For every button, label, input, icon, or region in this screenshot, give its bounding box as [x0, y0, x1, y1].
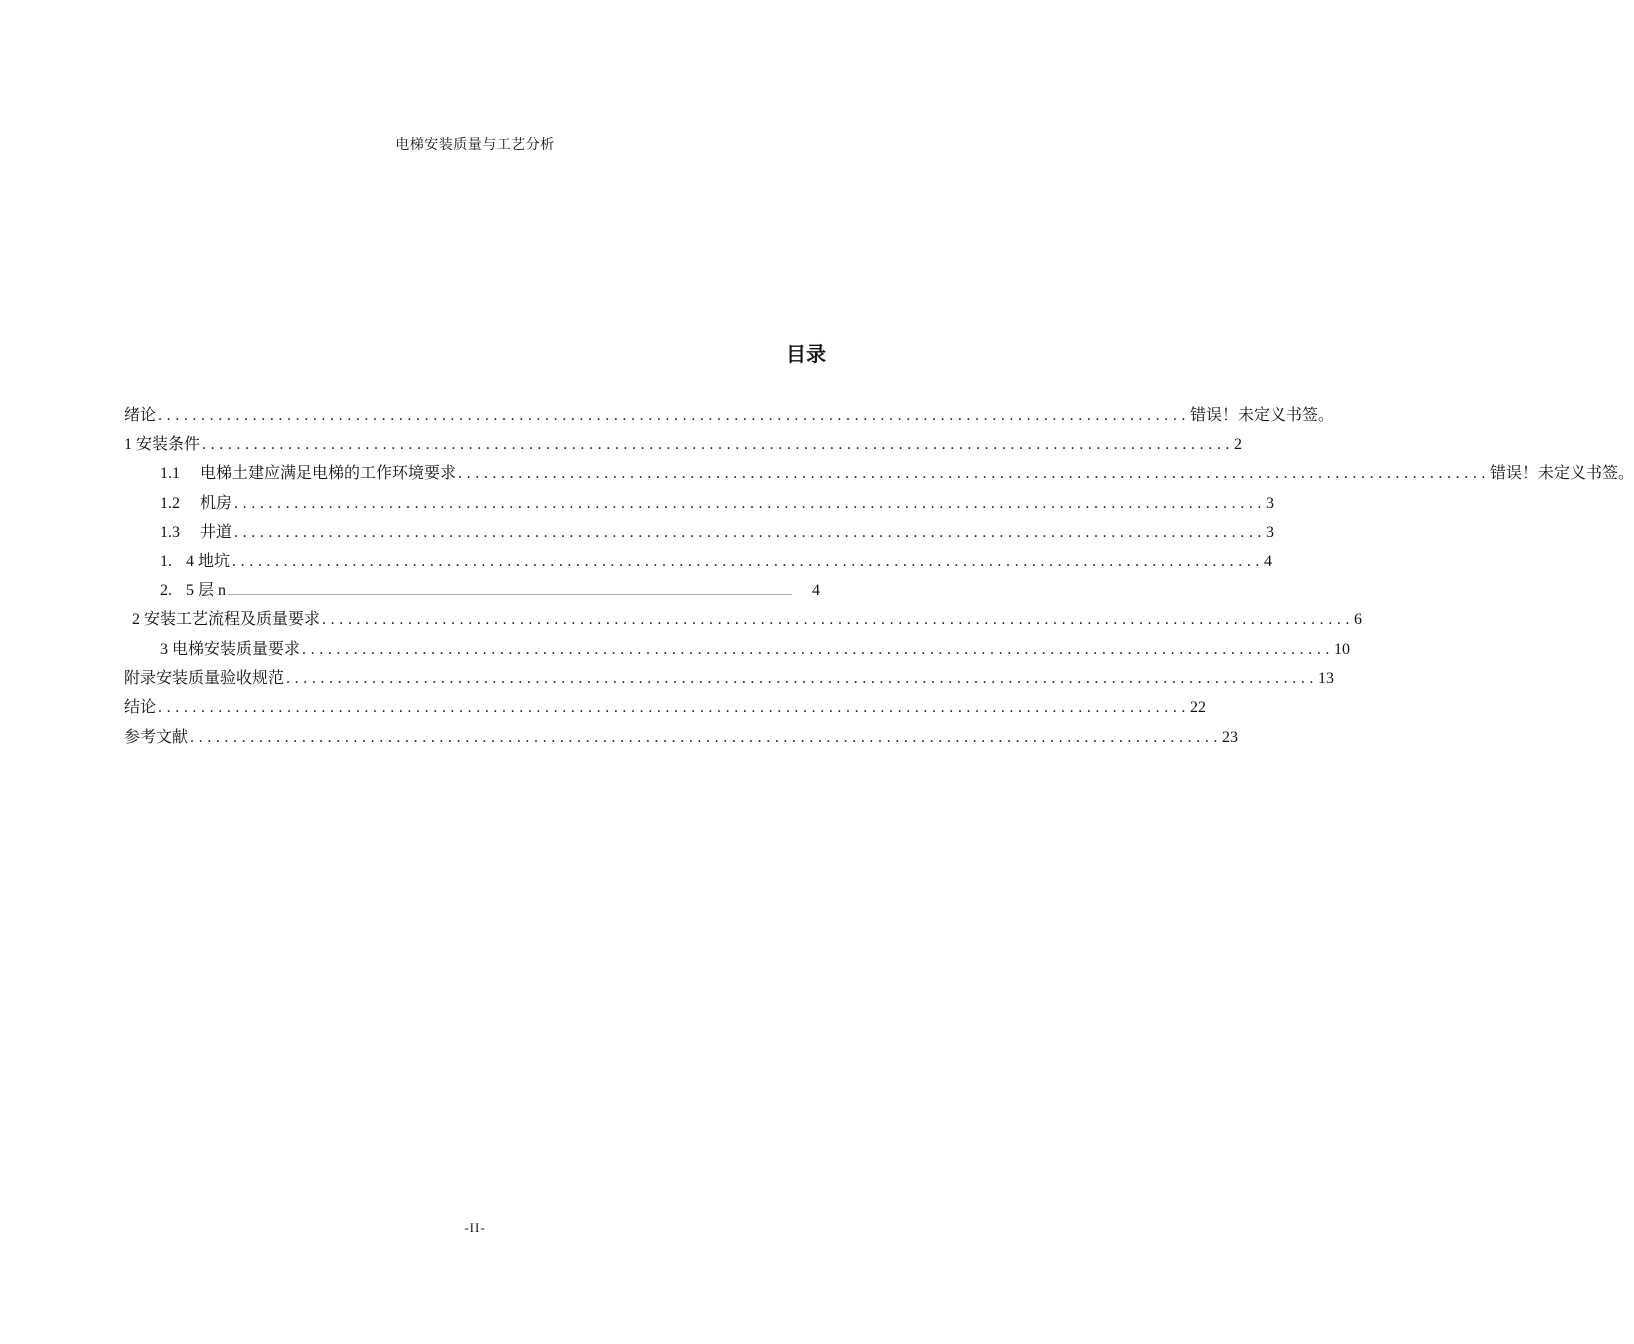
toc-entry[interactable]: [132, 606, 1363, 630]
toc-leader-dots: ........................................................................................................................: [322, 611, 1355, 628]
toc-entry[interactable]: [160, 577, 820, 601]
toc-entry-number: 1.1: [160, 465, 180, 482]
toc-entry-number: 1.: [160, 553, 172, 570]
toc-entry-page: 错误！未定义书签。: [1490, 465, 1634, 482]
toc-entry[interactable]: [124, 724, 1239, 748]
toc-entry-page: 2: [1234, 436, 1243, 453]
page-number: -II-: [464, 1220, 486, 1235]
toc-entry-page: 23: [1222, 729, 1239, 746]
toc-leader-dots: ........................................................................................................................: [190, 729, 1223, 746]
toc-entry-page: 错误！未定义书签。: [1190, 407, 1335, 424]
toc-leader-dots: ........................................................................................................................: [286, 670, 1319, 687]
toc-entry-text: 电梯土建应满足电梯的工作环境要求: [200, 465, 457, 482]
toc-leader-dots: ........................................................................................................................: [158, 699, 1191, 716]
running-header: 电梯安装质量与工艺分析: [395, 138, 555, 153]
toc-entry-page: 4: [1264, 553, 1273, 570]
toc-leader-dots: ..........................................................................................................................................................................................................................................................................................: [228, 588, 793, 597]
toc-entry-page: 4: [812, 582, 820, 599]
toc-leader-dots: ........................................................................................................................: [158, 407, 1191, 424]
toc-entry-text: 1 安装条件: [124, 436, 201, 453]
toc-entry[interactable]: [124, 694, 1207, 718]
toc-entry-text: 参考文献: [124, 729, 189, 746]
toc-leader-dots: ........................................................................................................................: [232, 553, 1265, 570]
toc-entry-text: 绪论: [124, 407, 157, 424]
toc-title: 目录: [786, 342, 826, 366]
toc-entry-text: 4 地坑: [186, 553, 231, 570]
toc-leader-dots: ........................................................................................................................: [302, 641, 1335, 658]
toc-leader-dots: ........................................................................................................................: [202, 436, 1235, 453]
toc-entry-text: 2 安装工艺流程及质量要求: [132, 611, 321, 628]
toc-entry-number: 1.2: [160, 495, 180, 512]
toc-entry-page: 3: [1266, 495, 1275, 512]
toc-entry-page: 3: [1266, 524, 1275, 541]
toc-entry-page: 13: [1318, 670, 1335, 687]
toc-entry-text: 结论: [124, 699, 157, 716]
toc-entry-text: 3 电梯安装质量要求: [160, 641, 301, 658]
toc-entry-text: 5 层 n: [186, 582, 227, 599]
toc-entry-page: 6: [1354, 611, 1363, 628]
toc-entry[interactable]: [160, 460, 1634, 484]
toc-entry-number: 1.3: [160, 524, 180, 541]
toc-entry[interactable]: [124, 431, 1243, 455]
toc-entry[interactable]: [160, 548, 1273, 572]
toc-entry-page: 22: [1190, 699, 1207, 716]
toc-leader-dots: ........................................................................................................................: [234, 495, 1267, 512]
toc-leader-dots: ........................................................................................................................: [458, 465, 1491, 482]
toc-entry-page: 10: [1334, 641, 1351, 658]
toc-entry[interactable]: [124, 402, 1335, 426]
toc-entry[interactable]: [160, 490, 1275, 514]
toc-entry-number: 2.: [160, 582, 172, 599]
toc-entry-text: 井道: [200, 524, 233, 541]
toc-entry-text: 机房: [200, 495, 233, 512]
toc-entry[interactable]: [160, 519, 1275, 543]
toc-leader-dots: ........................................................................................................................: [234, 524, 1267, 541]
toc-entry[interactable]: [160, 636, 1351, 660]
toc-entry-text: 附录安装质量验收规范: [124, 670, 285, 687]
toc-entry[interactable]: [124, 665, 1335, 689]
